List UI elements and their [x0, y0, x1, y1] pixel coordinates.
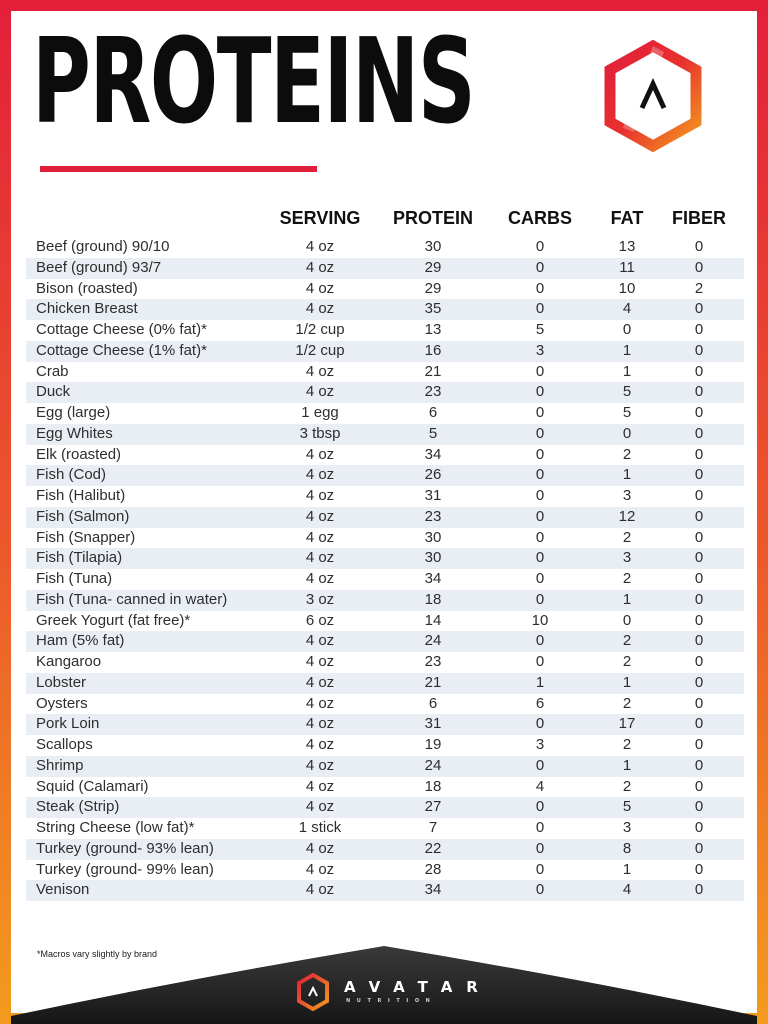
cell-carbs: 0: [535, 424, 545, 442]
header-fat: FAT: [610, 208, 644, 228]
cell-fat: 0: [622, 321, 632, 338]
cell-fat: 2: [622, 653, 632, 670]
food-name: Kangaroo: [36, 653, 102, 670]
cell-protein: 29: [424, 258, 442, 276]
cell-fiber: 0: [694, 258, 704, 276]
cell-fiber: 0: [694, 694, 704, 712]
food-name: Fish (Tilapia): [36, 549, 123, 567]
cell-serving: 4 oz: [305, 445, 335, 463]
cell-fiber: 0: [694, 632, 704, 650]
cell-carbs: 3: [535, 736, 545, 753]
cell-serving: 4 oz: [305, 383, 335, 401]
table-row: [26, 756, 744, 777]
cell-fat: 2: [622, 445, 632, 463]
cell-protein: 28: [424, 860, 442, 878]
table-row: [26, 590, 744, 611]
table-row: [26, 735, 744, 756]
food-name: Crab: [36, 362, 69, 380]
table-row: [26, 694, 744, 715]
cell-fat: 8: [622, 839, 632, 857]
cell-carbs: 1: [535, 673, 545, 691]
cell-fat: 17: [618, 715, 636, 733]
table-row: [26, 320, 744, 341]
cell-serving: 1 stick: [298, 819, 342, 836]
cell-fiber: 0: [694, 590, 704, 608]
cell-protein: 24: [424, 756, 442, 774]
cell-fiber: 0: [694, 673, 704, 691]
cell-serving: 4 oz: [305, 487, 335, 504]
cell-protein: 18: [424, 590, 442, 608]
cell-carbs: 0: [535, 300, 545, 318]
cell-protein: 21: [424, 362, 442, 380]
cell-fat: 2: [622, 777, 632, 795]
food-name: Greek Yogurt (fat free)*: [36, 611, 191, 629]
cell-fiber: 2: [694, 279, 704, 297]
cell-fiber: 0: [694, 404, 704, 421]
cell-protein: 31: [424, 715, 442, 733]
cell-protein: 5: [428, 424, 438, 442]
cell-fat: 0: [622, 611, 632, 629]
table-row: [26, 777, 744, 798]
table-row: [26, 611, 744, 632]
cell-fat: 12: [618, 507, 636, 525]
cell-protein: 31: [424, 487, 442, 504]
cell-serving: 4 oz: [305, 839, 335, 857]
table-row: [26, 880, 744, 901]
cell-fiber: 0: [694, 736, 704, 753]
cell-fiber: 0: [694, 300, 704, 318]
cell-serving: 4 oz: [305, 653, 335, 670]
cell-fat: 11: [619, 258, 635, 276]
cell-fat: 1: [622, 673, 632, 691]
food-name: Fish (Salmon): [36, 507, 130, 525]
cell-serving: 4 oz: [305, 798, 335, 816]
cell-fat: 13: [618, 238, 636, 255]
footnote: *Macros vary slightly by brand: [37, 949, 158, 959]
food-name: Squid (Calamari): [36, 777, 149, 795]
cell-fat: 1: [622, 860, 632, 878]
table-row: [26, 860, 744, 881]
cell-fiber: 0: [694, 424, 704, 442]
table-row: [26, 258, 744, 279]
cell-fiber: 0: [694, 777, 704, 795]
cell-serving: 4 oz: [305, 736, 335, 753]
title-underline: [40, 166, 317, 172]
cell-protein: 34: [424, 445, 442, 463]
table-row: [26, 839, 744, 860]
food-name: String Cheese (low fat)*: [36, 819, 195, 836]
cell-protein: 34: [424, 570, 442, 587]
table-row: [26, 382, 744, 403]
food-name: Steak (Strip): [36, 798, 120, 816]
header-serving: SERVING: [279, 208, 361, 228]
table-row: [26, 507, 744, 528]
cell-carbs: 0: [535, 570, 545, 587]
cell-serving: 4 oz: [305, 570, 335, 587]
table-row: [26, 237, 744, 258]
table-row: [26, 652, 744, 673]
cell-carbs: 0: [535, 632, 545, 650]
cell-carbs: 0: [535, 819, 545, 836]
table-row: [26, 465, 744, 486]
food-name: Ham (5% fat): [36, 632, 125, 650]
cell-fiber: 0: [694, 362, 704, 380]
cell-fiber: 0: [694, 383, 704, 401]
food-name: Cottage Cheese (0% fat)*: [36, 321, 207, 338]
cell-serving: 4 oz: [305, 756, 335, 774]
cell-fiber: 0: [694, 466, 704, 484]
cell-carbs: 0: [535, 507, 545, 525]
table-row: [26, 279, 744, 300]
cell-protein: 35: [424, 300, 442, 318]
cell-protein: 6: [428, 694, 438, 712]
cell-fat: 1: [622, 466, 632, 484]
cell-serving: 4 oz: [305, 715, 335, 733]
cell-fiber: 0: [694, 238, 704, 255]
cell-carbs: 0: [535, 528, 545, 546]
cell-fat: 2: [622, 570, 632, 587]
food-name: Fish (Tuna- canned in water): [36, 590, 228, 608]
cell-carbs: 4: [535, 777, 545, 795]
cell-carbs: 0: [535, 798, 545, 816]
cell-protein: 34: [424, 881, 442, 899]
cell-fiber: 0: [694, 839, 704, 857]
food-name: Fish (Snapper): [36, 528, 136, 546]
cell-carbs: 6: [535, 694, 545, 712]
food-name: Oysters: [36, 694, 88, 712]
cell-serving: 1 egg: [301, 404, 339, 421]
cell-serving: 4 oz: [305, 507, 335, 525]
cell-fiber: 0: [694, 653, 704, 670]
cell-fat: 5: [622, 383, 632, 401]
food-name: Scallops: [36, 736, 93, 753]
page-title: PROTEINS: [32, 12, 475, 150]
cell-protein: 21: [424, 673, 442, 691]
food-name: Pork Loin: [36, 715, 100, 733]
cell-carbs: 0: [535, 839, 545, 857]
cell-carbs: 0: [535, 487, 545, 504]
cell-carbs: 0: [535, 860, 545, 878]
table-row: [26, 424, 744, 445]
cell-fat: 1: [622, 362, 632, 380]
table-row: [26, 486, 744, 507]
food-name: Bison (roasted): [36, 279, 138, 297]
protein-table: [26, 237, 744, 901]
cell-fat: 1: [622, 341, 632, 359]
column-headers: [0, 208, 768, 234]
cell-serving: 4 oz: [305, 300, 335, 318]
footer-banner: [11, 920, 757, 1024]
cell-fiber: 0: [694, 341, 704, 359]
cell-carbs: 3: [535, 341, 545, 359]
cell-fat: 2: [622, 694, 632, 712]
header-carbs: CARBS: [507, 208, 573, 228]
cell-serving: 4 oz: [305, 881, 335, 899]
cell-fiber: 0: [694, 528, 704, 546]
table-row: [26, 631, 744, 652]
cell-fiber: 0: [694, 798, 704, 816]
cell-fiber: 0: [694, 570, 704, 587]
cell-fiber: 0: [694, 715, 704, 733]
cell-serving: 4 oz: [305, 632, 335, 650]
header-fiber: FIBER: [672, 208, 726, 228]
table-row: [26, 528, 744, 549]
cell-fat: 10: [618, 279, 636, 297]
cell-carbs: 0: [535, 362, 545, 380]
cell-serving: 4 oz: [305, 528, 335, 546]
food-name: Chicken Breast: [36, 300, 138, 318]
cell-protein: 22: [424, 839, 442, 857]
food-name: Turkey (ground- 99% lean): [36, 860, 214, 878]
cell-fat: 4: [622, 881, 632, 899]
cell-protein: 23: [424, 383, 442, 401]
cell-serving: 3 oz: [305, 590, 335, 608]
cell-carbs: 0: [535, 881, 545, 899]
cell-fiber: 0: [694, 321, 704, 338]
cell-carbs: 0: [535, 404, 545, 421]
table-row: [26, 714, 744, 735]
cell-fiber: 0: [694, 549, 704, 567]
cell-carbs: 0: [535, 383, 545, 401]
cell-fiber: 0: [694, 507, 704, 525]
cell-fiber: 0: [694, 445, 704, 463]
cell-serving: 4 oz: [305, 549, 335, 567]
cell-protein: 14: [424, 611, 442, 629]
table-row: [26, 403, 744, 424]
cell-fat: 1: [622, 756, 632, 774]
cell-serving: 3 tbsp: [299, 424, 341, 442]
cell-protein: 13: [424, 321, 442, 338]
table-row: [26, 445, 744, 466]
cell-carbs: 0: [535, 653, 545, 670]
cell-serving: 1/2 cup: [295, 341, 345, 359]
cell-serving: 4 oz: [305, 694, 335, 712]
table-row: [26, 797, 744, 818]
cell-carbs: 0: [535, 279, 545, 297]
cell-fat: 0: [622, 424, 632, 442]
cell-protein: 30: [424, 238, 442, 255]
avatar-hexagon-logo-icon: [604, 40, 702, 152]
avatar-hexagon-small-icon: [296, 972, 330, 1012]
cell-fat: 4: [622, 300, 632, 318]
cell-carbs: 0: [535, 466, 545, 484]
cell-protein: 7: [428, 819, 438, 836]
cell-fiber: 0: [694, 881, 704, 899]
food-name: Beef (ground) 90/10: [36, 238, 170, 255]
table-row: [26, 299, 744, 320]
cell-fat: 3: [622, 549, 632, 567]
food-name: Egg Whites: [36, 424, 113, 442]
cell-fiber: 0: [694, 860, 704, 878]
cell-fat: 1: [622, 590, 632, 608]
food-name: Beef (ground) 93/7: [36, 258, 162, 276]
cell-serving: 4 oz: [305, 279, 335, 297]
cell-carbs: 5: [535, 321, 545, 338]
food-name: Egg (large): [36, 404, 111, 421]
table-row: [26, 548, 744, 569]
cell-carbs: 0: [535, 756, 545, 774]
table-row: [26, 341, 744, 362]
cell-fat: 2: [622, 736, 632, 753]
table-row: [26, 569, 744, 590]
cell-carbs: 0: [535, 715, 545, 733]
cell-fiber: 0: [694, 611, 704, 629]
food-name: Fish (Cod): [36, 466, 107, 484]
cell-serving: 4 oz: [305, 860, 335, 878]
cell-protein: 6: [428, 404, 438, 421]
cell-protein: 23: [424, 507, 442, 525]
cell-protein: 26: [424, 466, 442, 484]
food-name: Turkey (ground- 93% lean): [36, 839, 214, 857]
cell-fiber: 0: [694, 487, 704, 504]
brand-name: AVATAR: [344, 978, 492, 996]
cell-protein: 18: [424, 777, 442, 795]
table-row: [26, 673, 744, 694]
cell-serving: 4 oz: [305, 362, 335, 380]
food-name: Fish (Halibut): [36, 487, 126, 504]
cell-serving: 6 oz: [305, 611, 335, 629]
cell-fiber: 0: [694, 819, 704, 836]
cell-protein: 19: [424, 736, 442, 753]
cell-protein: 16: [424, 341, 442, 359]
food-name: Fish (Tuna): [36, 570, 113, 587]
cell-serving: 4 oz: [305, 673, 335, 691]
cell-carbs: 0: [535, 590, 545, 608]
food-name: Lobster: [36, 673, 87, 691]
cell-serving: 4 oz: [305, 466, 335, 484]
cell-fat: 3: [622, 487, 632, 504]
food-name: Elk (roasted): [36, 445, 122, 463]
cell-serving: 4 oz: [305, 258, 335, 276]
cell-serving: 1/2 cup: [295, 321, 345, 338]
table-row: [26, 818, 744, 839]
cell-protein: 29: [424, 279, 442, 297]
header-protein: PROTEIN: [392, 208, 474, 228]
cell-serving: 4 oz: [305, 777, 335, 795]
table-row: [26, 362, 744, 383]
cell-fat: 2: [622, 632, 632, 650]
cell-protein: 24: [424, 632, 442, 650]
cell-protein: 30: [424, 549, 442, 567]
cell-serving: 4 oz: [305, 238, 335, 255]
food-name: Shrimp: [36, 756, 84, 774]
food-name: Duck: [36, 383, 71, 401]
cell-carbs: 0: [535, 238, 545, 255]
food-name: Venison: [36, 881, 90, 899]
cell-fat: 3: [622, 819, 632, 836]
cell-fiber: 0: [694, 756, 704, 774]
cell-protein: 27: [424, 798, 442, 816]
cell-carbs: 0: [535, 445, 545, 463]
brand-sub: NUTRITION: [346, 998, 437, 1004]
cell-carbs: 0: [535, 549, 545, 567]
cell-protein: 30: [424, 528, 442, 546]
cell-fat: 5: [622, 404, 632, 421]
food-name: Cottage Cheese (1% fat)*: [36, 341, 207, 359]
cell-fat: 5: [622, 798, 632, 816]
cell-fat: 2: [622, 528, 632, 546]
cell-carbs: 0: [535, 258, 545, 276]
cell-carbs: 10: [531, 611, 549, 629]
cell-protein: 23: [424, 653, 442, 670]
